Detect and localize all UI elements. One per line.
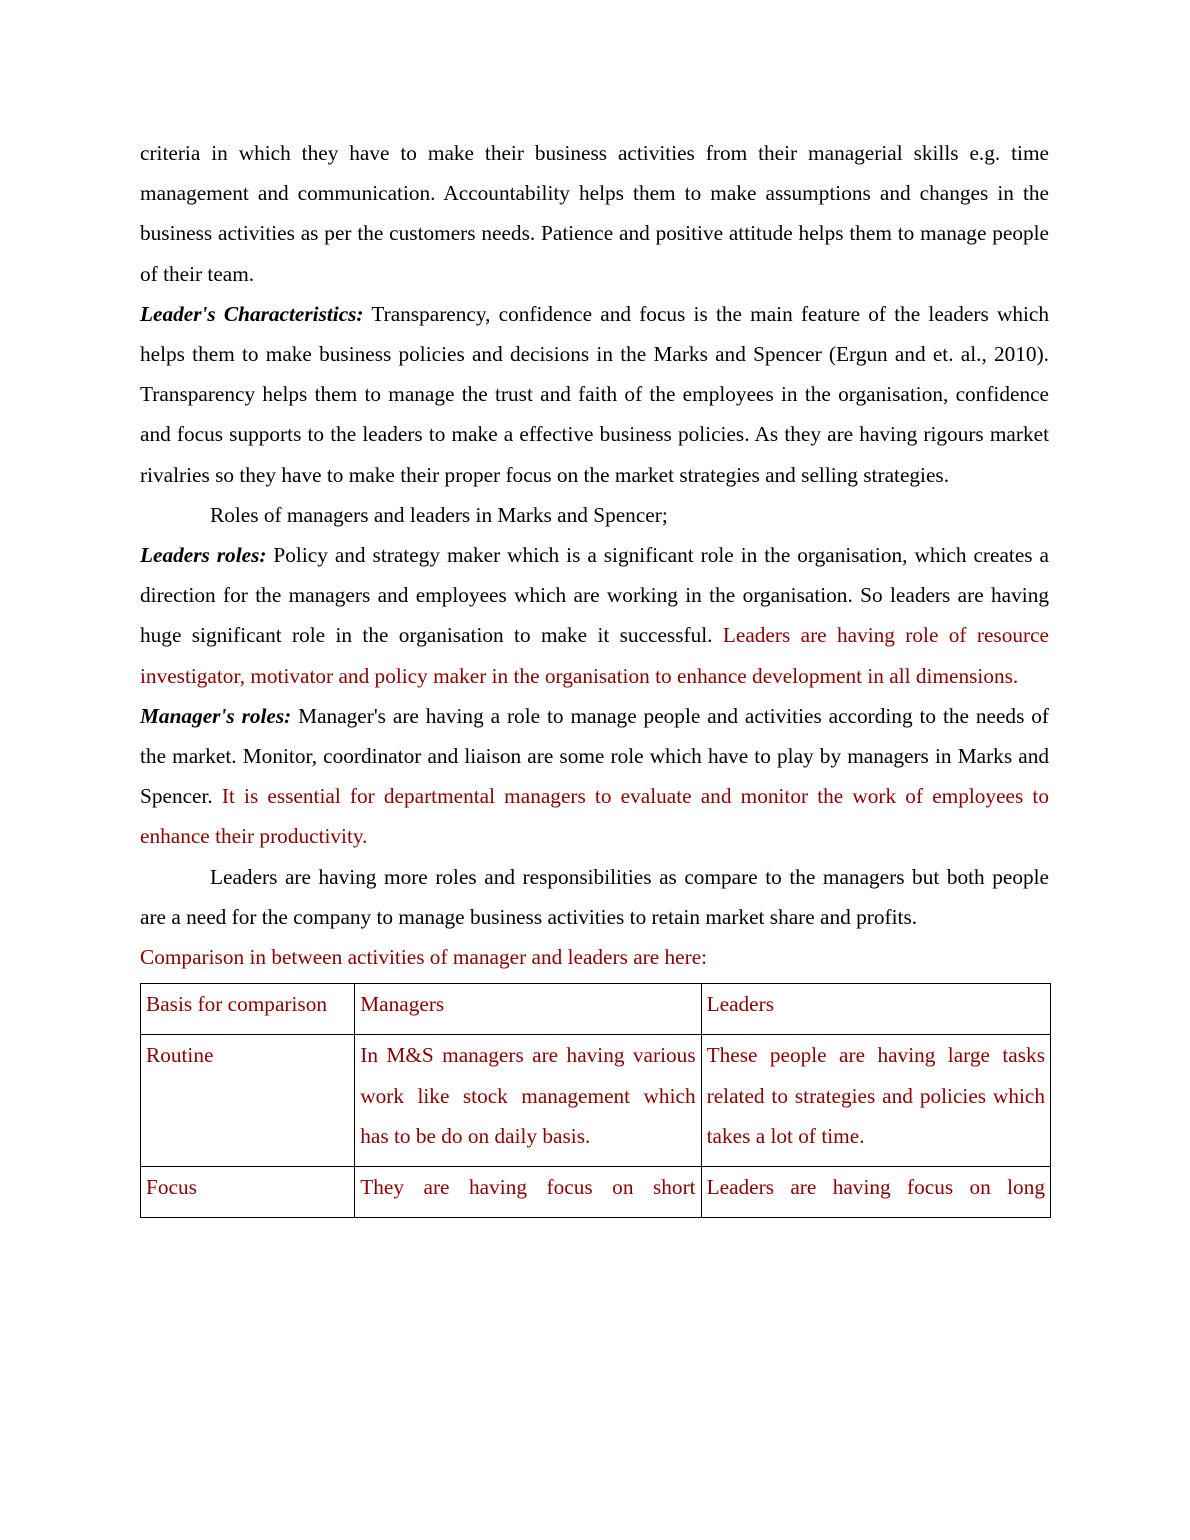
leaders-roles-highlight: Leaders are having role of resource investigator, motivator and policy maker in the organisation to enhance development in all dimensions. bbox=[140, 623, 1049, 688]
leader-characteristics-heading: Leader's Characteristics: bbox=[140, 301, 364, 326]
header-cell-leaders: Leaders bbox=[701, 984, 1050, 1035]
leader-characteristics-paragraph bbox=[140, 294, 1049, 495]
header-cell-basis: Basis for comparison bbox=[141, 984, 355, 1035]
comparison-intro-paragraph bbox=[140, 937, 1049, 977]
cell-basis-focus: Focus bbox=[141, 1167, 355, 1218]
managers-roles-paragraph bbox=[140, 696, 1049, 857]
comparison-table bbox=[140, 983, 1051, 1218]
document-page bbox=[140, 133, 1049, 1218]
summary-paragraph bbox=[140, 857, 1049, 937]
leaders-roles-heading: Leaders roles: bbox=[140, 543, 267, 568]
managers-roles-text: Manager's are having a role to manage people and activities according to the needs of the market. Monitor, coordinator and liaison are some role which have to play by managers in Marks and Spencer. bbox=[140, 703, 1049, 809]
intro-paragraph bbox=[140, 133, 1049, 294]
comparison-intro-text: Comparison in between activities of manager and leaders are here: bbox=[140, 945, 708, 970]
cell-managers-routine: In M&S managers are having various work like stock management which has to be do on daily basis. bbox=[355, 1035, 701, 1167]
leader-characteristics-text: Transparency, confidence and focus is the main feature of the leaders which helps them to make business policies and decisions in the Marks and Spencer (Ergun and et. al., 2010). Transparency helps them to manage the trust and faith of the employees in the organisation, confidence and focus supports to the leaders to make a effective business policies. As they are having rigours market rivalries so they have to make their proper focus on the market strategies and selling strategies. bbox=[140, 301, 1049, 487]
header-cell-managers: Managers bbox=[355, 984, 701, 1035]
intro-text: criteria in which they have to make their business activities from their managerial skills e.g. time management and communication. Accountability helps them to make assumptions and changes in the business activities as per the customers needs. Patience and positive attitude helps them to manage people of their team. bbox=[140, 141, 1049, 286]
table-row bbox=[141, 1035, 1051, 1167]
roles-intro-text: Roles of managers and leaders in Marks and Spencer; bbox=[210, 502, 668, 527]
cell-basis-routine: Routine bbox=[141, 1035, 355, 1167]
cell-leaders-focus: Leaders are having focus on long bbox=[701, 1167, 1050, 1218]
managers-roles-highlight: It is essential for departmental managers to evaluate and monitor the work of employees to enhance their productivity. bbox=[140, 784, 1049, 849]
roles-intro-paragraph bbox=[140, 495, 1049, 535]
table-header-row bbox=[141, 984, 1051, 1035]
cell-managers-focus: They are having focus on short bbox=[355, 1167, 701, 1218]
leaders-roles-paragraph bbox=[140, 535, 1049, 696]
cell-leaders-routine: These people are having large tasks related to strategies and policies which takes a lot of time. bbox=[701, 1035, 1050, 1167]
table-row bbox=[141, 1167, 1051, 1218]
managers-roles-heading: Manager's roles: bbox=[140, 703, 292, 728]
summary-text: Leaders are having more roles and responsibilities as compare to the managers but both people are a need for the company to manage business activities to retain market share and profits. bbox=[140, 864, 1049, 929]
leaders-roles-text: Policy and strategy maker which is a significant role in the organisation, which creates a direction for the managers and employees which are working in the organisation. So leaders are having huge significant role in the organisation to make it successful. bbox=[140, 543, 1049, 648]
